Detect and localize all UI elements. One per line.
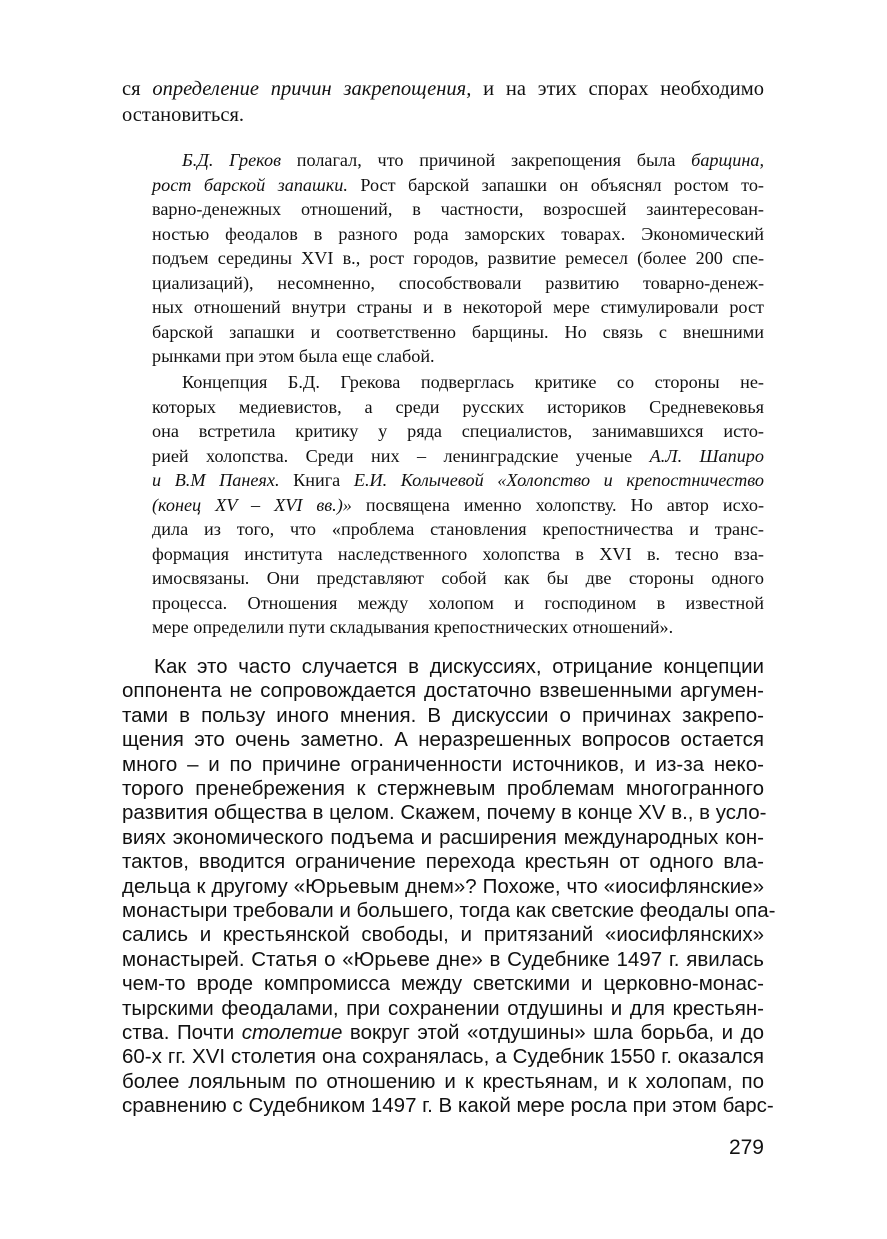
text-line: варно-денежных отношений, в частности, возросшей заинтересован-: [152, 199, 764, 219]
text-line: формация института наследственного холопства в XVI в. тесно вза-: [152, 543, 764, 564]
text-line: оппонента не сопровождается достаточно взвешенными аргумен-: [122, 679, 764, 703]
text-line: тактов, вводится ограничение перехода крестьян от одного вла-: [122, 850, 764, 874]
text-line: сравнению с Судебником 1497 г. В какой мере росла при этом барс-: [122, 1094, 774, 1118]
text-line: много – и по причине ограниченности источников, и из-за неко-: [122, 752, 764, 776]
text-line: процесса. Отношения между холопом и господином в известной: [152, 592, 764, 613]
text-line: ных отношений внутри страны и в некоторой мере стимулировали рост: [152, 297, 764, 317]
text-line: дила из того, что «проблема становления крепостничества и транс-: [152, 519, 764, 539]
text-line: рией холопства. Среди них – ленинградские ученые А.Л. Шапиро: [152, 445, 764, 466]
text-line: ностью феодалов в разного рода заморских товарах. Экономический: [152, 223, 764, 244]
text-line: которых медиевистов, а среди русских историков Средневековья: [152, 396, 764, 417]
text-line: сались и крестьянской свободы, и притязаний «иосифлянских»: [122, 923, 764, 947]
text-line: более лояльным по отношению и к крестьянам, и к холопам, по: [122, 1069, 764, 1093]
text-line: подъем середины XVI в., рост городов, развитие ремесел (более 200 спе-: [152, 248, 764, 268]
text-line: рынками при этом была еще слабой.: [152, 346, 435, 366]
text-line: мере определили пути складывания крепостнических отношений».: [152, 617, 674, 637]
text-line: 60-х гг. XVI столетия она сохранялась, а Судебник 1550 г. оказался: [122, 1045, 764, 1069]
text-line: (конец XV – XVI вв.)» посвящена именно холопству. Но автор исхо-: [152, 494, 765, 515]
text-line: тырскими феодалами, при сохранении отдушины и для крестьян-: [122, 996, 764, 1020]
text-line: ся определение причин закрепощения, и на этих спорах необходимо: [122, 78, 764, 100]
text-line: барской запашки и соответственно барщины. Но связь с внешними: [152, 321, 764, 342]
text-line: Б.Д. Греков полагал, что причиной закрепощения была барщина,: [182, 150, 764, 170]
text-line: монастырей. Статья о «Юрьеве дне» в Судебнике 1497 г. явилась: [122, 947, 764, 971]
text-line: имосвязаны. Они представляют собой как бы две стороны одного: [152, 568, 764, 588]
text-line: остановиться.: [122, 103, 244, 126]
text-line: циализаций), несомненно, способствовали развитию товарно-денеж-: [152, 272, 764, 293]
page-number: 279: [728, 1136, 764, 1159]
text-line: ства. Почти столетие вокруг этой «отдушины» шла борьба, и до: [122, 1021, 764, 1044]
text-line: дельца к другому «Юрьевым днем»? Похоже, что «иосифлянские»: [122, 874, 764, 898]
text-line: Концепция Б.Д. Грекова подверглась критике со стороны не-: [182, 372, 764, 392]
text-line: монастыри требовали и большего, тогда как светские феодалы опа-: [122, 899, 776, 922]
text-line: виях экономического подъема и расширения международных кон-: [122, 825, 764, 849]
text-line: рост барской запашки. Рост барской запашки он объяснял ростом то-: [152, 174, 764, 195]
text-line: тами в пользу иного мнения. В дискуссии о причинах закрепо-: [122, 703, 764, 727]
text-line: она встретила критику у ряда специалистов, занимавшихся исто-: [152, 421, 764, 441]
text-line: и В.М Панеях. Книга Е.И. Колычевой «Холопство и крепостничество: [152, 470, 764, 490]
text-line: развития общества в целом. Скажем, почему в конце XV в., в усло-: [122, 801, 767, 825]
text-line: чем-то вроде компромисса между светскими и церковно-монас-: [122, 972, 764, 996]
text-line: щения это очень заметно. А неразрешенных вопросов остается: [122, 728, 764, 752]
text-line: Как это часто случается в дискуссиях, отрицание концепции: [154, 655, 764, 678]
text-line: торого пренебрежения к стержневым проблемам многогранного: [122, 777, 764, 800]
